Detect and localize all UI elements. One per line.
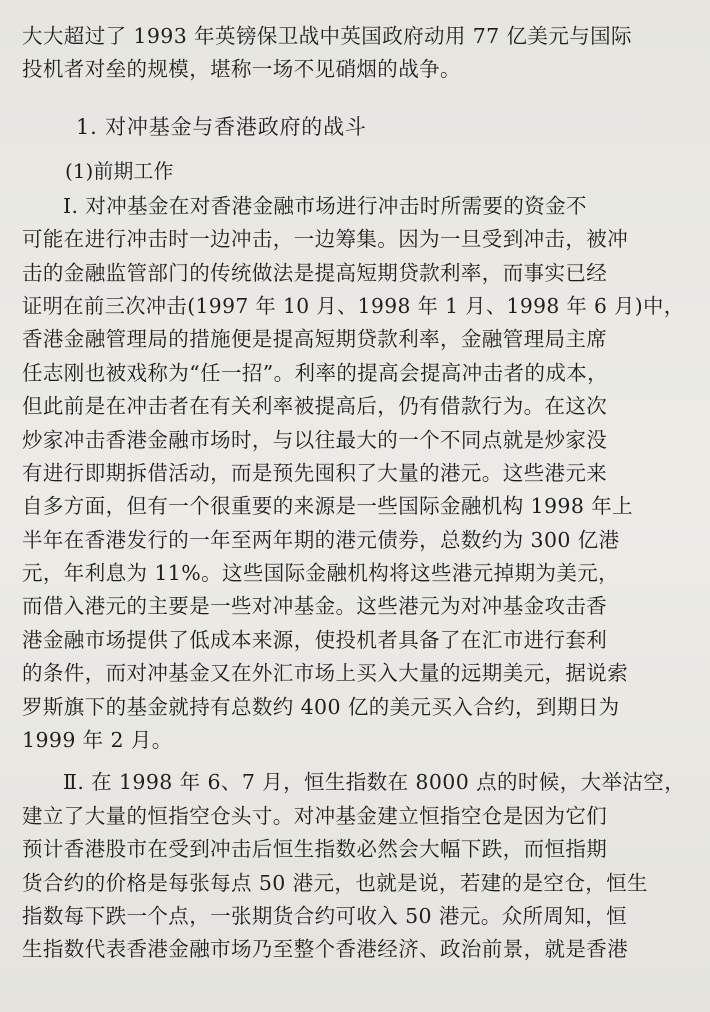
text-line: 香港金融管理局的措施便是提高短期贷款利率，金融管理局主席 xyxy=(22,327,608,352)
text-line: 1999 年 2 月。 xyxy=(22,728,173,753)
intro-paragraph xyxy=(22,20,688,87)
section-heading: 1. 对冲基金与香港政府的战斗 xyxy=(76,114,367,139)
text-line: 指数每下跌一个点，一张期货合约可收入 50 港元。众所周知，恒 xyxy=(22,903,628,928)
text-line: 大大超过了 1993 年英镑保卫战中英国政府动用 77 亿美元与国际 xyxy=(22,24,632,48)
text-line: 货合约的价格是每张每点 50 港元，也就是说，若建的是空仓，恒生 xyxy=(22,870,648,895)
text-line: 建立了大量的恒指空仓头寸。对冲基金建立恒指空仓是因为它们 xyxy=(22,803,608,828)
paragraph-1 xyxy=(22,190,688,758)
text-line: 生指数代表香港金融市场乃至整个香港经济、政治前景，就是香港 xyxy=(22,937,629,962)
text-line: 的条件，而对冲基金又在外汇市场上买入大量的远期美元，据说索 xyxy=(22,661,629,686)
text-line: Ⅱ. 在 1998 年 6、7 月，恒生指数在 8000 点的时候，大举沽空， xyxy=(63,770,686,795)
text-line: 元，年利息为 11%。这些国际金融机构将这些港元掉期为美元， xyxy=(22,561,620,586)
text-line: Ⅰ. 对冲基金在对香港金融市场进行冲击时所需要的资金不 xyxy=(63,193,587,218)
text-line: 任志刚也被戏称为“任一招”。利率的提高会提高冲击者的成本， xyxy=(22,360,609,385)
text-line: 可能在进行冲击时一边冲击，一边筹集。因为一旦受到冲击，被冲 xyxy=(22,227,629,252)
text-line: 击的金融监管部门的传统做法是提高短期贷款利率，而事实已经 xyxy=(22,260,608,285)
text-line: 但此前是在冲击者在有关利率被提高后，仍有借款行为。在这次 xyxy=(22,394,608,419)
text-line: 半年在香港发行的一年至两年期的港元债券，总数约为 300 亿港 xyxy=(22,527,620,552)
text-line: 炒家冲击香港金融市场时，与以往最大的一个不同点就是炒家没 xyxy=(22,427,608,452)
text-line: 罗斯旗下的基金就持有总数约 400 亿的美元买入合约，到期日为 xyxy=(22,694,620,719)
text-line: 投机者对垒的规模，堪称一场不见硝烟的战争。 xyxy=(22,57,461,82)
text-line: 自多方面，但有一个很重要的来源是一些国际金融机构 1998 年上 xyxy=(22,494,634,519)
text-line: 证明在前三次冲击(1997 年 10 月、1998 年 1 月、1998 年 6 月)中， xyxy=(22,293,685,318)
text-line: 有进行即期拆借活动，而是预先囤积了大量的港元。这些港元来 xyxy=(22,460,608,485)
paragraph-2 xyxy=(22,766,688,966)
text-line: 而借入港元的主要是一些对冲基金。这些港元为对冲基金攻击香 xyxy=(22,594,608,619)
text-line: 预计香港股市在受到冲击后恒生指数必然会大幅下跌，而恒指期 xyxy=(22,837,608,862)
text-line: 港金融市场提供了低成本来源，使投机者具备了在汇市进行套利 xyxy=(22,627,608,652)
subsection-heading: (1)前期工作 xyxy=(65,158,174,183)
